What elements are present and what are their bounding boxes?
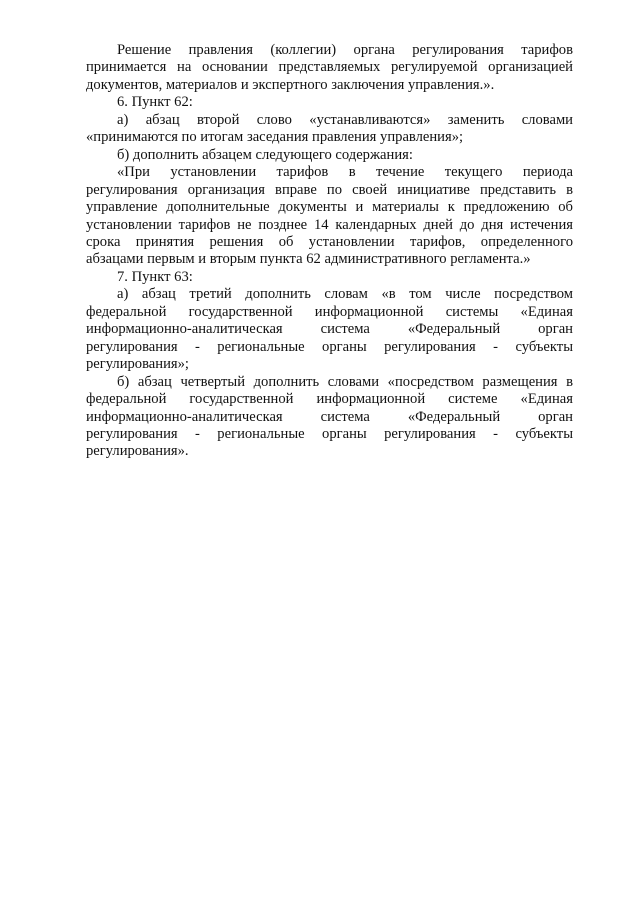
- text-line: принимается на основании представляемых регулируемой организацией: [86, 59, 573, 76]
- paragraph: [86, 164, 573, 269]
- text-line: регулирования».: [86, 443, 189, 460]
- text-line: срока принятия решения об установлении тарифов, определенного: [86, 233, 573, 250]
- paragraph: [86, 94, 573, 111]
- text-line: регулирования»;: [86, 356, 189, 373]
- text-line: 7. Пункт 63:: [117, 268, 193, 285]
- text-line: информационно-аналитическая система «Федеральный орган: [86, 321, 573, 338]
- document-page: [86, 42, 573, 461]
- paragraph: [86, 374, 573, 461]
- text-line: «При установлении тарифов в течение текущего периода: [117, 164, 573, 181]
- paragraph: [86, 112, 573, 147]
- text-line: абзацами первым и вторым пункта 62 административного регламента.»: [86, 251, 531, 268]
- text-line: регулирования - региональные органы регулирования - субъекты: [86, 338, 573, 355]
- text-line: б) дополнить абзацем следующего содержания:: [117, 146, 413, 163]
- text-line: регулирования - региональные органы регулирования - субъекты: [86, 425, 573, 442]
- text-line: федеральной государственной информационной системе «Единая: [86, 391, 573, 408]
- text-line: «принимаются по итогам заседания правления управления»;: [86, 129, 464, 146]
- text-line: а) абзац второй слово «устанавливаются» заменить словами: [117, 111, 573, 128]
- text-line: Решение правления (коллегии) органа регулирования тарифов: [117, 42, 573, 58]
- text-line: б) абзац четвертый дополнить словами «посредством размещения в: [117, 373, 573, 390]
- text-line: управление дополнительные документы и материалы к предложению об: [86, 199, 573, 216]
- text-line: информационно-аналитическая система «Федеральный орган: [86, 408, 573, 425]
- paragraph: [86, 147, 573, 164]
- text-line: установлении тарифов не позднее 14 календарных дней до дня истечения: [86, 216, 573, 233]
- text-line: 6. Пункт 62:: [117, 94, 193, 111]
- text-line: регулирования организация вправе по своей инициативе представить в: [86, 181, 573, 198]
- paragraph: [86, 269, 573, 286]
- text-line: федеральной государственной информационной системы «Единая: [86, 303, 573, 320]
- paragraph: [86, 286, 573, 373]
- text-line: документов, материалов и экспертного заключения управления.».: [86, 76, 495, 93]
- text-line: а) абзац третий дополнить словам «в том числе посредством: [117, 286, 573, 303]
- paragraph: [86, 42, 573, 94]
